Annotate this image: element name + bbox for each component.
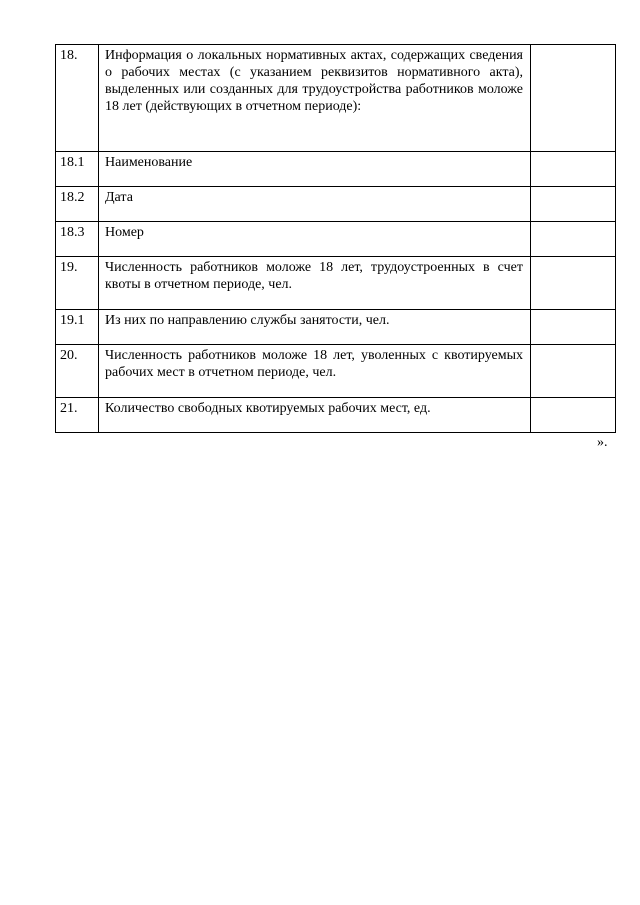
row-value bbox=[531, 310, 616, 345]
row-description: Из них по направлению службы занятости, чел. bbox=[99, 310, 531, 345]
row-number: 18.2 bbox=[56, 187, 99, 222]
row-number: 19. bbox=[56, 257, 99, 310]
row-value bbox=[531, 45, 616, 152]
row-description: Количество свободных квотируемых рабочих мест, ед. bbox=[99, 398, 531, 433]
table-row bbox=[56, 310, 616, 345]
row-value bbox=[531, 152, 616, 187]
table-row bbox=[56, 345, 616, 398]
row-value bbox=[531, 398, 616, 433]
row-value bbox=[531, 257, 616, 310]
row-description: Дата bbox=[99, 187, 531, 222]
report-table bbox=[55, 44, 616, 433]
row-value bbox=[531, 222, 616, 257]
row-number: 21. bbox=[56, 398, 99, 433]
table-row bbox=[56, 152, 616, 187]
row-description: Наименование bbox=[99, 152, 531, 187]
row-number: 19.1 bbox=[56, 310, 99, 345]
table-row bbox=[56, 257, 616, 310]
row-value bbox=[531, 345, 616, 398]
closing-quote: ». bbox=[597, 435, 608, 450]
row-value bbox=[531, 187, 616, 222]
row-description: Численность работников моложе 18 лет, трудоустроенных в счет квоты в отчетном периоде, чел. bbox=[99, 257, 531, 310]
table-row bbox=[56, 222, 616, 257]
row-description: Номер bbox=[99, 222, 531, 257]
table-row bbox=[56, 398, 616, 433]
row-number: 18.3 bbox=[56, 222, 99, 257]
row-description: Численность работников моложе 18 лет, уволенных с квотируемых рабочих мест в отчетном периоде, чел. bbox=[99, 345, 531, 398]
table-row bbox=[56, 45, 616, 152]
row-number: 18. bbox=[56, 45, 99, 152]
table-row bbox=[56, 187, 616, 222]
row-number: 18.1 bbox=[56, 152, 99, 187]
row-number: 20. bbox=[56, 345, 99, 398]
row-description: Информация о локальных нормативных актах, содержащих сведения о рабочих местах (с указанием реквизитов нормативного акта), выделенных или созданных для трудоустройства работников моложе 18 лет (действующих в отчетном периоде): bbox=[99, 45, 531, 152]
